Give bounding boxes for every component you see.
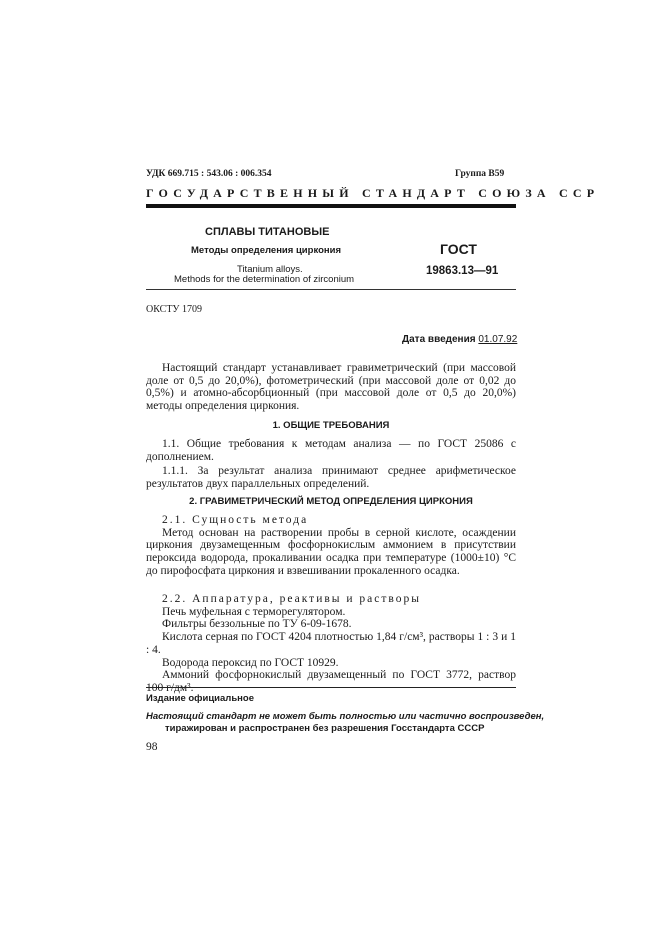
state-standard-banner: ГОСУДАРСТВЕННЫЙ СТАНДАРТ СОЮЗА ССР: [146, 186, 600, 200]
gost-number: 19863.13—91: [426, 265, 499, 277]
list-item: Кислота серная по ГОСТ 4204 плотностью 1,84 г/см³, раствоpы 1 : 3 и 1 : 4.: [146, 631, 516, 656]
page-number: 98: [146, 741, 158, 753]
udk-code: УДК 669.715 : 543.06 : 006.354: [146, 169, 272, 179]
copyright-notice-line2: тиражирован и распространен без разрешения Госстандарта СССР: [165, 723, 485, 734]
paragraph-2-1-text: Метод основан на растворении пробы в серной кислоте, осаждении циркония двузамещенным фосфорнокислым аммонием в присутствии пероксида водорода, прокаливании осадка при температуре (1000±10) °С до пирофосфата циркония и взвешивании прокаленного осадка.: [146, 526, 516, 577]
intro-paragraph: Настоящий стандарт устанавливает гравиметрический (при массовой доле от 0,5 до 20,0%), фотометрический (при массовой доле от 0,02 до 0,5%) и атомно-абсорбционный (при массовой доле от 0,5 до 20,0%) методы определения циркония.: [146, 362, 516, 413]
english-subtitle: Methods for the determination of zirconium: [174, 274, 355, 285]
footer-divider: [146, 687, 516, 688]
english-title: Titanium alloys.: [237, 264, 303, 275]
effective-date-label: Дата введения: [402, 334, 476, 345]
paragraph-2-1: [146, 514, 516, 578]
list-item: Водорода пероксид по ГОСТ 10929.: [162, 656, 339, 669]
list-item: Печь муфельная с терморегулятором.: [162, 605, 346, 618]
list-item: Аммоний фосфорнокислый двузамещенный по ГОСТ 3772, раствор: [162, 669, 516, 682]
paragraph-1-1-1: 1.1.1. За результат анализа принимают среднее арифметическое результатов двух параллельных определений.: [146, 465, 516, 490]
header-divider: [146, 204, 516, 208]
okstu-code: ОКСТУ 1709: [146, 304, 203, 315]
section-2-heading: 2. ГРАВИМЕТРИЧЕСКИЙ МЕТОД ОПРЕДЕЛЕНИЯ ЦИРКОНИЯ: [189, 496, 473, 507]
effective-date-value: 01.07.92: [478, 334, 518, 345]
document-title: СПЛАВЫ ТИТАНОВЫЕ: [205, 226, 330, 238]
paragraph-2-1-title: 2.1. Сущность метода: [162, 514, 309, 526]
paragraph-2-2: [146, 593, 516, 695]
effective-date: [402, 334, 517, 345]
section-1-heading: 1. ОБЩИЕ ТРЕБОВАНИЯ: [272, 420, 390, 431]
paragraph-2-2-title: 2.2. Аппаратура, реактивы и растворы: [162, 593, 421, 605]
title-divider: [146, 289, 516, 290]
group-code: Группа В59: [455, 169, 505, 179]
list-item: Фильтры беззольные по ТУ 6-09-1678.: [162, 618, 352, 631]
edition-label: Издание официальное: [146, 693, 254, 704]
paragraph-1-1: 1.1. Общие требования к методам анализа — по ГОСТ 25086 с дополнением.: [146, 438, 516, 463]
document-subtitle: Методы определения циркония: [191, 245, 341, 256]
copyright-notice-line1: Настоящий стандарт не может быть полностью или частично воспроизведен,: [146, 711, 545, 722]
gost-label: ГОСТ: [440, 241, 477, 257]
